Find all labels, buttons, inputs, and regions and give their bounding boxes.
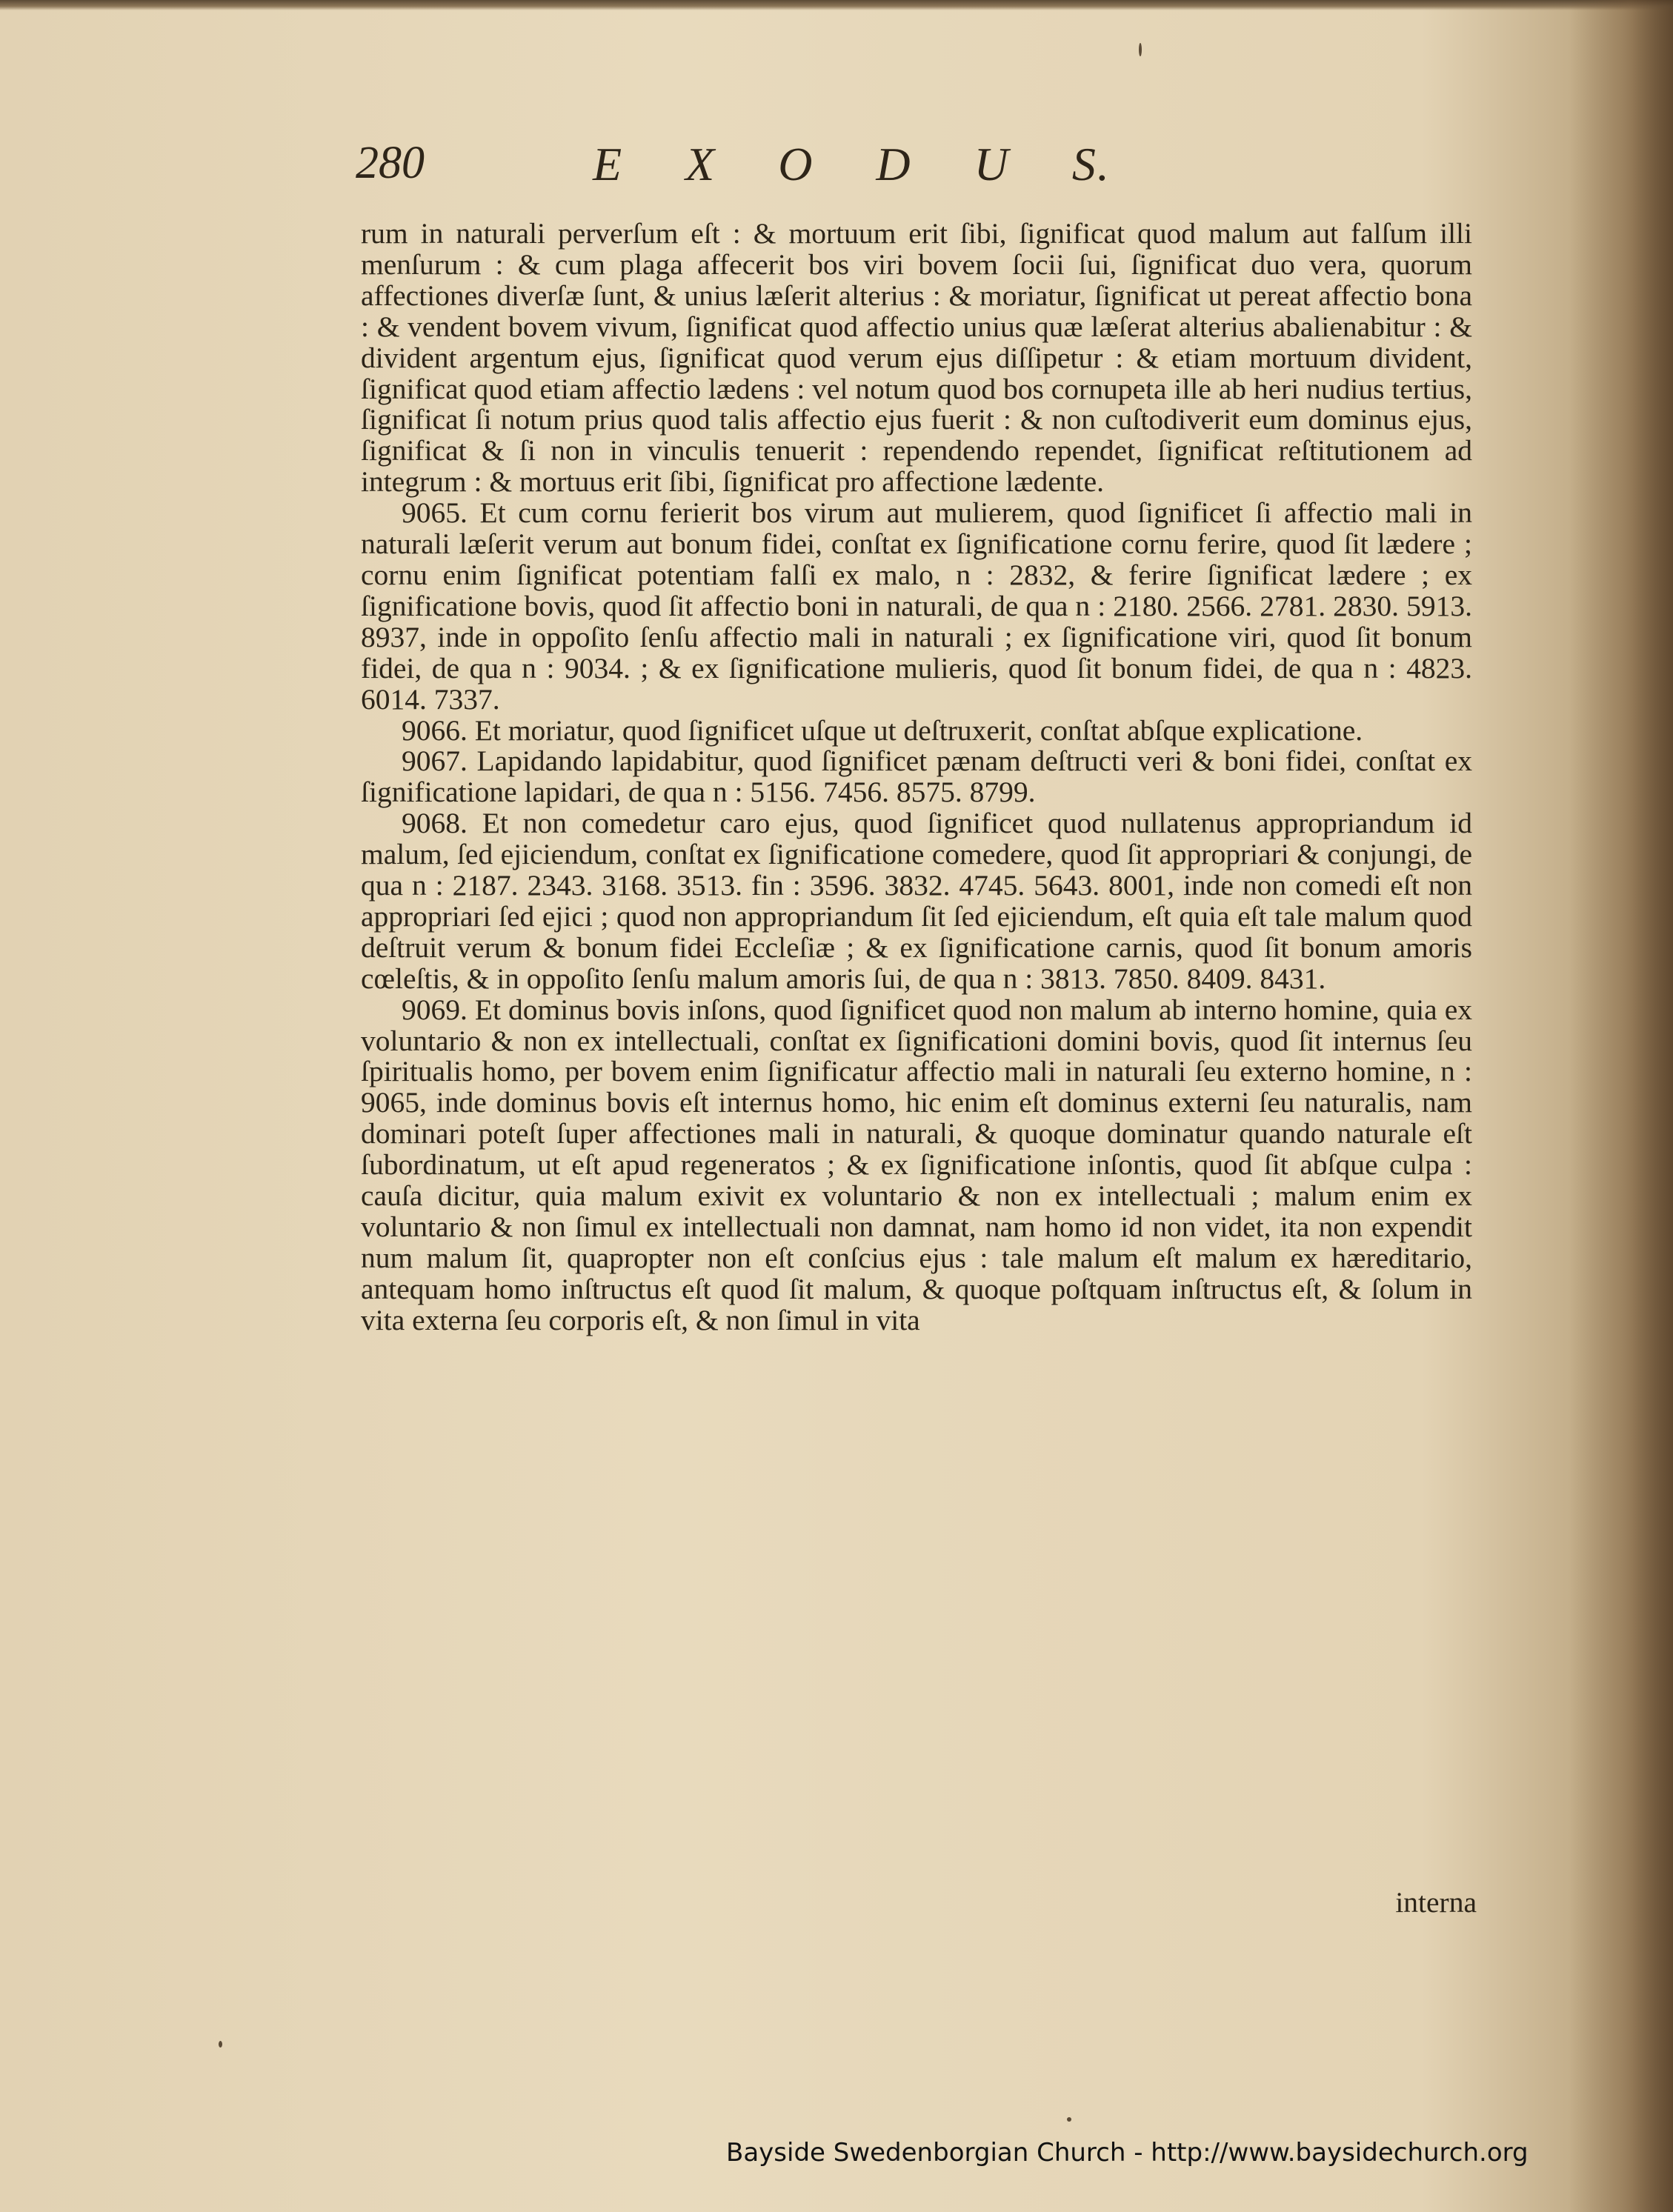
page-number: 280 [356, 138, 425, 188]
paragraph-continued: rum in naturali perverſum eſt : & mortuum erit ſibi, ſignificat quod malum aut falſum illi menſurum : & cum plaga affecerit bos viri bovem ſocii ſui, ſignificat duo vera, quorum affectiones diverſæ ſunt, & unius læſerit alterius : & moriatur, ſignificat ut pereat affectio bona : & vendent bovem vivum, ſignificat quod affectio unius quæ læſerat alterius abalienabitur : & divident argentum ejus, ſignificat quod verum ejus diſſipetur : & etiam mortuum divident, ſignificat quod etiam affectio lædens : vel notum quod bos cornupeta ille ab heri nudius tertius, ſignificat ſi notum prius quod talis affectio ejus fuerit : & non cuſtodiverit eum dominus ejus, ſignificat & ſi non in vinculis tenuerit : rependendo rependet, ſignificat reſtitutionem ad integrum : & mortuus erit ſibi, ſignificat pro affectione lædente. [361, 217, 1472, 499]
paragraph-9066: 9066. Et moriatur, quod ſignificet uſque ut deſtruxerit, conſtat abſque explicatione. [402, 713, 1363, 747]
catchword: interna [1395, 1886, 1477, 1919]
paper-speck [1139, 43, 1142, 56]
page-header [356, 137, 1482, 204]
page-body [361, 219, 1472, 1336]
page-top-edge [0, 0, 1673, 10]
watermark-text: Bayside Swedenborgian Church - http://www.baysidechurch.org [726, 2138, 1529, 2168]
paragraph-9068: 9068. Et non comedetur caro ejus, quod ſignificet quod nullatenus appropriandum id malum, ſed ejiciendum, conſtat ex ſignificatione comedere, quod ſit appropriari & conjungi, de qua n : 2187. 2343. 3168. 3513. fin : 3596. 3832. 4745. 5643. 8001, inde non comedi eſt non appropriari ſed ejici ; quod non appropriandum ſit ſed ejiciendum, eſt quia eſt tale malum quod deſtruit verum & bonum fidei Eccleſiæ ; & ex ſignificatione carnis, quod ſit bonum amoris cœleſtis, & in oppoſito ſenſu malum amoris ſui, de qua n : 3813. 7850. 8409. 8431. [361, 807, 1472, 995]
paragraph-9069: 9069. Et dominus bovis inſons, quod ſignificet quod non malum ab interno homine, quia ex voluntario & non ex intellectuali, conſtat ex ſignificationi domini bovis, quod ſit internus ſeu ſpiritualis homo, per bovem enim ſignificatur affectio mali in naturali ſeu externo homine, n : 9065, inde dominus bovis eſt internus homo, hic enim eſt dominus externi ſeu naturalis, nam dominari poteſt ſuper affectiones mali in naturali, & quoque dominatur quando naturale eſt ſubordinatum, ut eſt apud regeneratos ; & ex ſignificatione inſontis, quod ſit abſque culpa : cauſa dicitur, quia malum exivit ex voluntario & non ex intellectuali ; malum enim ex voluntario & non ſimul ex intellectuali non damnat, nam homo id non videt, ita non expendit num malum ſit, quapropter non eſt conſcius ejus : tale malum eſt malum ex hæreditario, antequam homo inſtructus eſt quod ſit malum, & quoque poſtquam inſtructus eſt, & ſolum in vita externa ſeu corporis eſt, & non ſimul in vita [361, 993, 1472, 1336]
paper-speck [1067, 2117, 1071, 2122]
paragraph-9067: 9067. Lapidando lapidabitur, quod ſignificet pænam deſtructi veri & boni fidei, conſtat ex ſignificatione lapidari, de qua n : 5156. 7456. 8575. 8799. [361, 744, 1472, 809]
paper-speck [219, 2041, 222, 2048]
running-title: E X O D U S. [593, 138, 1111, 190]
paragraph-9065: 9065. Et cum cornu ferierit bos virum aut mulierem, quod ſignificet ſi affectio mali in naturali læſerit verum aut bonum fidei, conſtat ex ſignificatione cornu ferire, quod ſit lædere ; cornu enim ſignificat potentiam falſi ex malo, n : 2832, & ferire ſignificat lædere ; ex ſignificatione bovis, quod ſit affectio boni in naturali, de qua n : 2180. 2566. 2781. 2830. 5913. 8937, inde in oppoſito ſenſu affectio mali in naturali ; ex ſignificatione viri, quod ſit bonum fidei, de qua n : 9034. ; & ex ſignificatione mulieris, quod ſit bonum fidei, de qua n : 4823. 6014. 7337. [361, 496, 1472, 716]
page-edge-shadow [1569, 0, 1673, 2212]
